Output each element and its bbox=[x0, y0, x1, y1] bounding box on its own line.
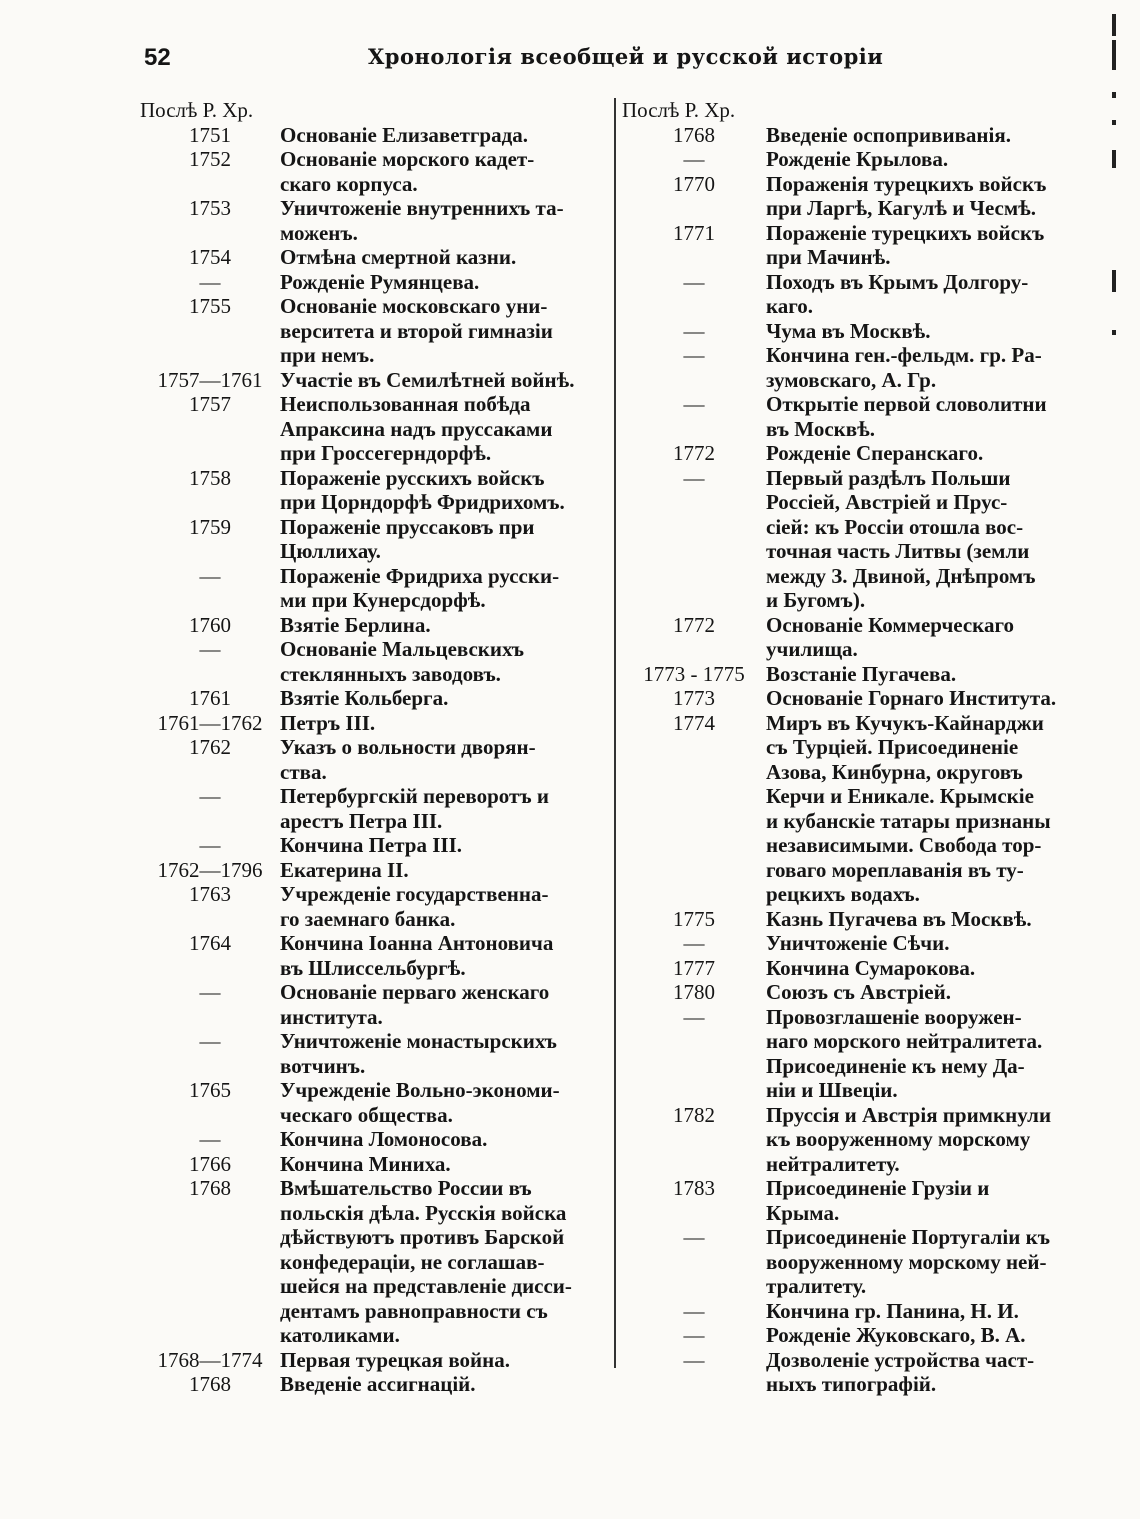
entry-line: Пораженіе русскихъ войскъ bbox=[280, 465, 545, 490]
entry-line: скаго корпуса. bbox=[280, 171, 418, 196]
entry-date: — bbox=[683, 1298, 705, 1323]
entry-line: Отмѣна смертной казни. bbox=[280, 245, 517, 269]
entry-date: 1764 bbox=[189, 931, 231, 955]
entry-line: Первая турецкая война. bbox=[280, 1347, 510, 1372]
entry-event bbox=[766, 1323, 1094, 1348]
entry-line: Кончина Ломоносова. bbox=[280, 1127, 488, 1151]
chronology-entry bbox=[622, 1323, 1094, 1348]
entry-line: Открытіе первой словолитни bbox=[766, 392, 1047, 416]
chronology-entry bbox=[140, 196, 610, 245]
entry-line: при Гроссегерндорфѣ. bbox=[280, 441, 492, 465]
entry-event bbox=[766, 270, 1094, 319]
entry-line: Чума въ Москвѣ. bbox=[766, 318, 931, 343]
entry-event bbox=[766, 907, 1094, 932]
entry-line: зумовскаго, А. Гр. bbox=[766, 367, 937, 392]
entry-date: 1773 - 1775 bbox=[643, 661, 745, 686]
left-column-heading: Послѣ Р. Хр. bbox=[140, 98, 254, 122]
entry-line: Петербургскій переворотъ и bbox=[280, 784, 549, 808]
entry-event bbox=[280, 515, 610, 564]
chronology-entry bbox=[140, 637, 610, 686]
entry-line: Керчи и Еникале. Крымскіе bbox=[766, 784, 1034, 808]
entry-line: Введеніе оспопрививанія. bbox=[766, 122, 1011, 147]
column-divider bbox=[614, 98, 616, 1368]
entry-line: Взятіе Берлина. bbox=[280, 612, 431, 637]
entry-line: Участіе въ Семилѣтней войнѣ. bbox=[280, 367, 575, 392]
chronology-entry bbox=[140, 833, 610, 858]
entry-date: 1777 bbox=[673, 955, 715, 980]
entry-date: 1763 bbox=[189, 882, 231, 906]
chronology-entry bbox=[622, 662, 1094, 687]
entry-date: 1762 bbox=[189, 735, 231, 759]
entry-event bbox=[280, 613, 610, 638]
chronology-entry bbox=[140, 1152, 610, 1177]
entry-line: Пораженіе Фридриха русски- bbox=[280, 563, 560, 588]
entry-date: 1759 bbox=[189, 514, 231, 539]
entry-line: и Бугомъ). bbox=[766, 588, 866, 612]
entry-event bbox=[766, 662, 1094, 687]
entry-event bbox=[766, 613, 1094, 662]
entry-event bbox=[766, 466, 1094, 613]
entry-line: ческаго общества. bbox=[280, 1102, 453, 1127]
entry-event bbox=[766, 123, 1094, 148]
entry-event bbox=[280, 1176, 610, 1348]
chronology-entry bbox=[622, 956, 1094, 981]
entry-line: Рожденіе Жуковскаго, В. А. bbox=[766, 1323, 1026, 1347]
entry-event bbox=[766, 221, 1094, 270]
chronology-entry bbox=[622, 686, 1094, 711]
chronology-entry bbox=[140, 686, 610, 711]
entry-date: 1770 bbox=[673, 171, 715, 196]
entry-line: при Мачинѣ. bbox=[766, 245, 891, 269]
chronology-entry bbox=[140, 245, 610, 270]
entry-line: Указъ о вольности дворян- bbox=[280, 735, 536, 759]
entry-date: 1768—1774 bbox=[157, 1347, 263, 1372]
entry-line: Кончина Миниха. bbox=[280, 1151, 451, 1176]
entry-event bbox=[766, 392, 1094, 441]
entry-line: Основаніе перваго женскаго bbox=[280, 980, 550, 1004]
entry-line: Присоединеніе Грузіи и bbox=[766, 1176, 990, 1200]
entry-date: 1765 bbox=[189, 1078, 231, 1102]
entry-date: — bbox=[683, 269, 705, 294]
entry-event bbox=[766, 956, 1094, 981]
entry-date: — bbox=[199, 269, 221, 294]
entry-line: и кубанскіе татары признаны bbox=[766, 808, 1051, 833]
entry-line: Учрежденіе государственна- bbox=[280, 882, 549, 906]
left-entries bbox=[140, 123, 610, 1397]
entry-date: — bbox=[199, 1029, 221, 1053]
page-number: 52 bbox=[144, 44, 171, 71]
entry-line: Введеніе ассигнацій. bbox=[280, 1372, 476, 1396]
entry-event bbox=[280, 564, 610, 613]
entry-event bbox=[766, 686, 1094, 711]
entry-line: Россіей, Австріей и Прус- bbox=[766, 490, 1008, 514]
chronology-entry bbox=[622, 1225, 1094, 1299]
chronology-entry bbox=[140, 1078, 610, 1127]
entry-date: — bbox=[683, 392, 705, 416]
entry-line: Союзъ съ Австріей. bbox=[766, 980, 951, 1004]
entry-event bbox=[280, 686, 610, 711]
entry-line: каго. bbox=[766, 294, 814, 318]
entry-event bbox=[280, 931, 610, 980]
chronology-entry bbox=[622, 1005, 1094, 1103]
entry-date: 1753 bbox=[189, 196, 231, 220]
entry-event bbox=[280, 123, 610, 148]
entry-line: Рожденіе Крылова. bbox=[766, 147, 949, 171]
entry-date: 1760 bbox=[189, 612, 231, 637]
entry-line: католиками. bbox=[280, 1323, 400, 1347]
entry-line: дентамъ равноправности съ bbox=[280, 1298, 548, 1323]
entry-line: вотчинъ. bbox=[280, 1053, 366, 1078]
entry-date: 1782 bbox=[673, 1102, 715, 1127]
entry-date: 1758 bbox=[189, 465, 231, 490]
entry-line: Екатерина II. bbox=[280, 857, 409, 882]
entry-event bbox=[766, 1225, 1094, 1299]
entry-line: моженъ. bbox=[280, 220, 358, 245]
chronology-entry bbox=[622, 1348, 1094, 1397]
chronology-entry bbox=[622, 907, 1094, 932]
chronology-entry bbox=[622, 711, 1094, 907]
chronology-entry bbox=[622, 613, 1094, 662]
entry-event bbox=[280, 1152, 610, 1177]
left-column bbox=[140, 98, 610, 1397]
entry-line: Рожденіе Румянцева. bbox=[280, 269, 480, 294]
chronology-entry bbox=[140, 931, 610, 980]
entry-line: Кончина гр. Панина, Н. И. bbox=[766, 1298, 1019, 1323]
entry-line: Кончина Іоанна Антоновича bbox=[280, 931, 554, 955]
entry-event bbox=[280, 270, 610, 295]
right-column bbox=[622, 98, 1094, 1397]
entry-line: Цюллихау. bbox=[280, 539, 381, 563]
entry-date: 1772 bbox=[673, 612, 715, 637]
entry-date: — bbox=[199, 563, 221, 588]
entry-event bbox=[280, 711, 610, 736]
entry-line: Уничтоженіе Сѣчи. bbox=[766, 931, 950, 955]
chronology-entry bbox=[140, 858, 610, 883]
entry-date: 1774 bbox=[673, 710, 715, 735]
entry-event bbox=[280, 196, 610, 245]
entry-line: конфедераціи, не соглашав- bbox=[280, 1249, 545, 1274]
entry-line: Миръ въ Кучукъ-Кайнарджи bbox=[766, 710, 1044, 735]
entry-line: Уничтоженіе внутреннихъ та- bbox=[280, 196, 564, 220]
entry-line: рецкихъ водахъ. bbox=[766, 882, 920, 906]
entry-line: къ вооруженному морскому bbox=[766, 1127, 1031, 1151]
entry-line: нейтралитету. bbox=[766, 1151, 900, 1176]
entry-date: 1755 bbox=[189, 294, 231, 318]
entry-event bbox=[280, 637, 610, 686]
entry-line: верситета и второй гимназіи bbox=[280, 318, 553, 343]
entry-line: Основаніе Горнаго Института. bbox=[766, 686, 1057, 710]
chronology-entry bbox=[622, 1176, 1094, 1225]
chronology-entry bbox=[140, 1176, 610, 1348]
entry-date: 1751 bbox=[189, 122, 231, 147]
entry-line: Петръ III. bbox=[280, 710, 376, 735]
entry-event bbox=[280, 1078, 610, 1127]
page-header bbox=[140, 44, 1020, 80]
entry-event bbox=[280, 245, 610, 270]
chronology-entry bbox=[140, 613, 610, 638]
right-entries bbox=[622, 123, 1094, 1397]
entry-event bbox=[280, 1127, 610, 1152]
chronology-entry bbox=[140, 270, 610, 295]
entry-line: польскія дѣла. Русскія войска bbox=[280, 1200, 567, 1225]
entry-date: 1752 bbox=[189, 147, 231, 171]
entry-line: Учрежденіе Вольно-экономи- bbox=[280, 1078, 560, 1102]
entry-event bbox=[280, 466, 610, 515]
entry-event bbox=[766, 343, 1094, 392]
entry-line: тралитету. bbox=[766, 1274, 867, 1298]
chronology-entry bbox=[140, 882, 610, 931]
entry-date: — bbox=[683, 1323, 705, 1347]
chronology-entry bbox=[622, 123, 1094, 148]
entry-event bbox=[280, 858, 610, 883]
entry-line: говаго мореплаванія въ ту- bbox=[766, 857, 1024, 882]
entry-line: Основаніе Мальцевскихъ bbox=[280, 637, 524, 661]
entry-date: — bbox=[199, 833, 221, 857]
entry-date: 1754 bbox=[189, 245, 231, 269]
entry-line: ми при Кунерсдорфѣ. bbox=[280, 588, 486, 612]
entry-line: Вмѣшательство России въ bbox=[280, 1176, 532, 1200]
entry-date: 1757—1761 bbox=[157, 367, 263, 392]
entry-event bbox=[280, 735, 610, 784]
entry-date: 1780 bbox=[673, 980, 715, 1004]
entry-line: Пораженіе турецкихъ войскъ bbox=[766, 220, 1045, 245]
entry-event bbox=[280, 882, 610, 931]
chronology-entry bbox=[622, 147, 1094, 172]
entry-event bbox=[280, 1029, 610, 1078]
entry-line: между З. Двиной, Днѣпромъ bbox=[766, 563, 1036, 588]
entry-line: Основаніе морского кадет- bbox=[280, 147, 535, 171]
chronology-entry bbox=[140, 466, 610, 515]
chronology-entry bbox=[140, 147, 610, 196]
entry-line: Рожденіе Сперанскаго. bbox=[766, 441, 984, 465]
chronology-entry bbox=[622, 172, 1094, 221]
entry-date: — bbox=[683, 1004, 705, 1029]
entry-date: 1783 bbox=[673, 1176, 715, 1200]
entry-line: Казнь Пугачева въ Москвѣ. bbox=[766, 906, 1032, 931]
entry-date: — bbox=[199, 1127, 221, 1151]
chronology-entry bbox=[140, 711, 610, 736]
right-column-heading: Послѣ Р. Хр. bbox=[622, 98, 736, 122]
entry-line: при Ларгѣ, Кагулѣ и Чесмѣ. bbox=[766, 196, 1037, 220]
entry-line: училища. bbox=[766, 637, 858, 661]
entry-event bbox=[766, 1299, 1094, 1324]
entry-date: — bbox=[683, 465, 705, 490]
entry-line: Кончина ген.-фельдм. гр. Ра- bbox=[766, 343, 1042, 367]
entry-event bbox=[766, 1348, 1094, 1397]
entry-line: шейся на представленіе дисси- bbox=[280, 1274, 572, 1298]
chronology-entry bbox=[622, 466, 1094, 613]
entry-line: Уничтоженіе монастырскихъ bbox=[280, 1029, 557, 1053]
entry-line: Провозглашеніе вооружен- bbox=[766, 1004, 1022, 1029]
entry-event bbox=[280, 147, 610, 196]
entry-line: института. bbox=[280, 1004, 383, 1029]
entry-line: Пораженіе пруссаковъ при bbox=[280, 514, 535, 539]
entry-event bbox=[280, 1372, 610, 1397]
entry-date: 1761 bbox=[189, 686, 231, 710]
entry-line: при немъ. bbox=[280, 343, 375, 367]
chronology-entry bbox=[622, 343, 1094, 392]
entry-event bbox=[280, 784, 610, 833]
entry-line: точная часть Литвы (земли bbox=[766, 539, 1030, 563]
chronology-entry bbox=[140, 1348, 610, 1373]
chronology-entry bbox=[140, 123, 610, 148]
chronology-entry bbox=[140, 294, 610, 368]
entry-line: Присоединеніе къ нему Да- bbox=[766, 1053, 1025, 1078]
chronology-entry bbox=[140, 1372, 610, 1397]
chronology-entry bbox=[140, 1127, 610, 1152]
scan-edge-marks bbox=[1108, 0, 1120, 380]
entry-date: — bbox=[683, 1347, 705, 1372]
entry-event bbox=[766, 1176, 1094, 1225]
entry-line: Азова, Кинбурна, округовъ bbox=[766, 759, 1023, 784]
chronology-entry bbox=[140, 368, 610, 393]
chronology-entry bbox=[140, 980, 610, 1029]
chronology-entry bbox=[140, 515, 610, 564]
entry-date: 1768 bbox=[673, 122, 715, 147]
entry-line: Основаніе Коммерческаго bbox=[766, 612, 1014, 637]
entry-line: Походъ въ Крымъ Долгору- bbox=[766, 269, 1029, 294]
chronology-entry bbox=[622, 931, 1094, 956]
entry-line: дѣйствуютъ противъ Барской bbox=[280, 1225, 565, 1249]
entry-line: Взятіе Кольберга. bbox=[280, 686, 449, 710]
entry-event bbox=[766, 1103, 1094, 1177]
entry-line: Кончина Петра III. bbox=[280, 833, 462, 857]
entry-event bbox=[766, 147, 1094, 172]
entry-line: Основаніе московскаго уни- bbox=[280, 294, 548, 318]
entry-date: 1762—1796 bbox=[157, 857, 263, 882]
entry-line: Пораженія турецкихъ войскъ bbox=[766, 171, 1047, 196]
entry-line: Кончина Сумарокова. bbox=[766, 955, 976, 980]
chronology-entry bbox=[622, 392, 1094, 441]
entry-event bbox=[766, 319, 1094, 344]
chronology-entry bbox=[140, 1029, 610, 1078]
chronology-entry bbox=[622, 1103, 1094, 1177]
chronology-entry bbox=[622, 319, 1094, 344]
entry-line: Пруссія и Австрія примкнули bbox=[766, 1102, 1052, 1127]
chronology-entry bbox=[622, 221, 1094, 270]
entry-line: вооруженному морскому ней- bbox=[766, 1249, 1047, 1274]
chronology-entry bbox=[140, 564, 610, 613]
entry-line: стеклянныхъ заводовъ. bbox=[280, 661, 501, 686]
chronology-entry bbox=[140, 735, 610, 784]
entry-date: — bbox=[199, 784, 221, 808]
entry-line: Возстаніе Пугачева. bbox=[766, 661, 957, 686]
chronology-entry bbox=[140, 392, 610, 466]
entry-date: 1766 bbox=[189, 1151, 231, 1176]
entry-event bbox=[766, 711, 1094, 907]
entry-date: — bbox=[683, 343, 705, 367]
entry-line: Неиспользованная побѣда bbox=[280, 392, 531, 416]
entry-date: 1772 bbox=[673, 441, 715, 465]
entry-event bbox=[280, 1348, 610, 1373]
entry-line: ства. bbox=[280, 759, 327, 784]
entry-date: — bbox=[683, 931, 705, 955]
entry-line: го заемнаго банка. bbox=[280, 906, 456, 931]
entry-line: наго морского нейтралитета. bbox=[766, 1029, 1043, 1053]
entry-event bbox=[766, 980, 1094, 1005]
entry-date: — bbox=[199, 980, 221, 1004]
entry-date: 1775 bbox=[673, 906, 715, 931]
entry-date: 1768 bbox=[189, 1176, 231, 1200]
entry-line: Дозволеніе устройства част- bbox=[766, 1347, 1035, 1372]
chronology-entry bbox=[622, 980, 1094, 1005]
entry-date: 1761—1762 bbox=[157, 710, 263, 735]
entry-line: Апраксина надъ пруссаками bbox=[280, 416, 553, 441]
entry-line: независимыми. Свобода тор- bbox=[766, 833, 1042, 857]
entry-event bbox=[280, 368, 610, 393]
entry-event bbox=[280, 294, 610, 368]
running-title: Хронологія всеобщей и русской исторіи bbox=[368, 44, 884, 69]
entry-date: 1773 bbox=[673, 686, 715, 710]
entry-event bbox=[766, 931, 1094, 956]
entry-date: — bbox=[683, 318, 705, 343]
entry-line: Крыма. bbox=[766, 1200, 840, 1225]
entry-date: — bbox=[683, 147, 705, 171]
entry-date: 1768 bbox=[189, 1372, 231, 1396]
entry-line: арестъ Петра III. bbox=[280, 808, 443, 833]
chronology-entry bbox=[622, 1299, 1094, 1324]
entry-event bbox=[280, 392, 610, 466]
entry-date: — bbox=[683, 1225, 705, 1249]
entry-event bbox=[766, 1005, 1094, 1103]
entry-line: Первый раздѣлъ Польши bbox=[766, 465, 1011, 490]
entry-date: 1757 bbox=[189, 392, 231, 416]
chronology-entry bbox=[622, 270, 1094, 319]
entry-line: въ Шлиссельбургѣ. bbox=[280, 955, 466, 980]
chronology-entry bbox=[622, 441, 1094, 466]
entry-event bbox=[280, 833, 610, 858]
entry-line: Присоединеніе Португаліи къ bbox=[766, 1225, 1050, 1249]
entry-line: ніи и Швеціи. bbox=[766, 1078, 898, 1102]
entry-event bbox=[766, 172, 1094, 221]
entry-date: 1771 bbox=[673, 220, 715, 245]
entry-event bbox=[766, 441, 1094, 466]
entry-line: Основаніе Елизаветграда. bbox=[280, 122, 528, 147]
entry-line: въ Москвѣ. bbox=[766, 416, 875, 441]
entry-line: ныхъ типографій. bbox=[766, 1372, 937, 1396]
entry-date: — bbox=[199, 637, 221, 661]
chronology-entry bbox=[140, 784, 610, 833]
entry-event bbox=[280, 980, 610, 1029]
entry-line: при Цорндорфѣ Фридрихомъ. bbox=[280, 490, 565, 514]
entry-line: сіей: къ Россіи отошла вос- bbox=[766, 514, 1024, 539]
entry-line: съ Турціей. Присоединеніе bbox=[766, 735, 1019, 759]
